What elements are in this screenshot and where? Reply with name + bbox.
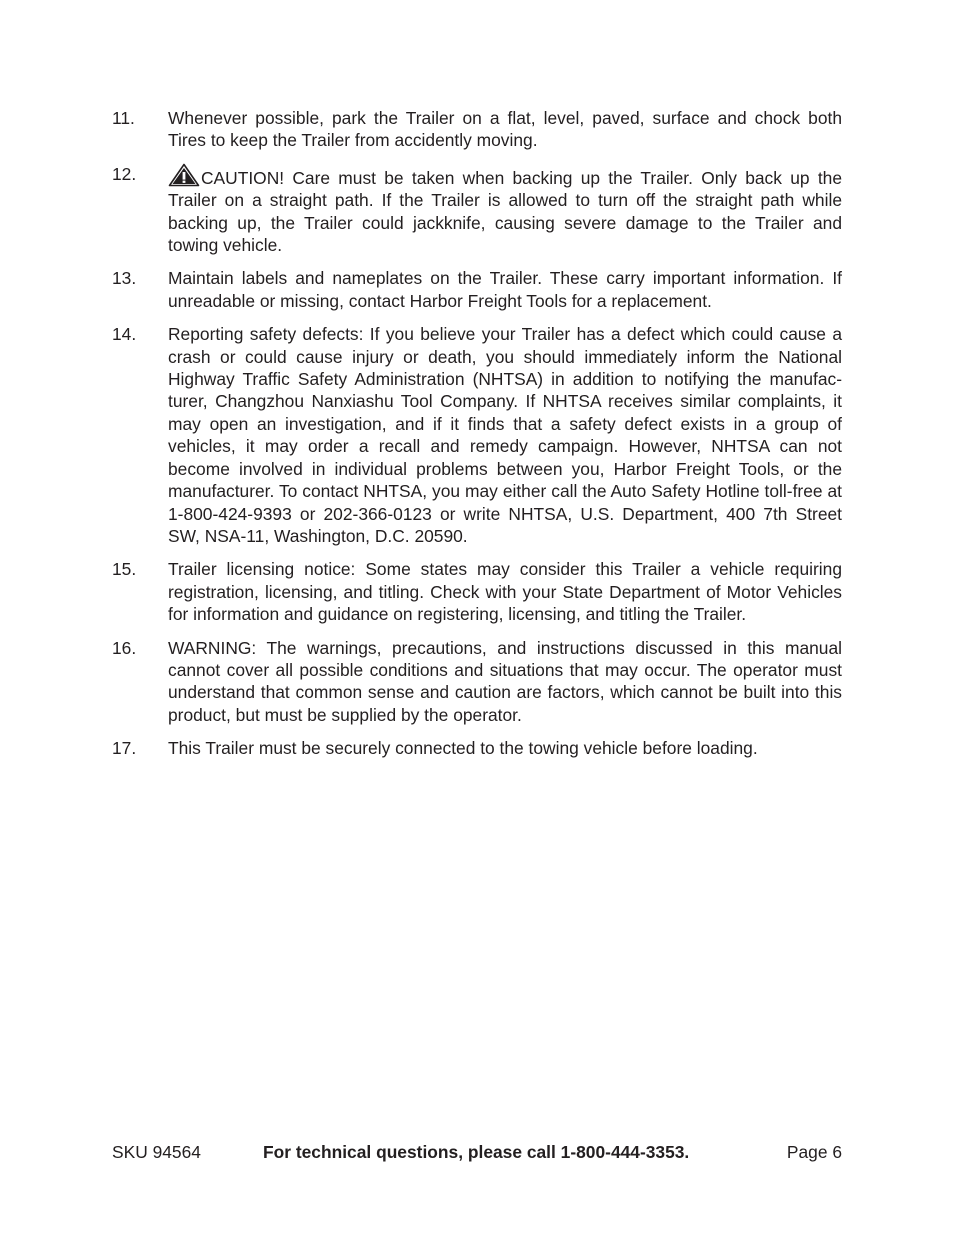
item-number: 16. [112, 637, 137, 658]
caution-triangle-icon [168, 163, 200, 187]
list-item [112, 107, 842, 152]
sku-label: SKU 94564 [112, 1142, 201, 1162]
item-text: CAUTION! Care must be taken when backing up the Trailer. Only back up the Trailer on a straight path. If the Trailer is allowed to turn off the straight path while backing up, the Trailer could jackknife, causing severe damage to the Trailer and towing vehicle. [168, 167, 842, 256]
item-number: 14. [112, 324, 137, 345]
item-text-wrapper [168, 163, 842, 257]
list-item [112, 267, 842, 312]
item-text: WARNING: The warnings, precautions, and instructions discussed in this manual cannot cover all possible conditions and situations that may occur. The operator must understand that common sense and caution are factors, which cannot be built into this product, but must be supplied by the operator. [168, 637, 842, 725]
item-number: 12. [112, 163, 137, 184]
list-item [112, 323, 842, 547]
list-item [112, 737, 842, 759]
item-number: 17. [112, 738, 137, 759]
safety-instructions-list [112, 107, 842, 771]
list-item [112, 163, 842, 257]
list-item [112, 637, 842, 727]
item-text: Whenever possible, park the Trailer on a flat, level, paved, surface and chock both Tires to keep the Trailer from accidently moving. [168, 108, 842, 151]
page-number: Page 6 [786, 1142, 842, 1162]
item-text: Reporting safety defects: If you believe your Trailer has a defect which could cause a crash or could cause injury or death, you should immediately inform the National Highway Traffic Safety Administration (NHTSA) in addition to notifying the manufacturer, Changzhou Nanxiashu Tool Company. If NHTSA receives similar complaints, it may open an investigation, and if it finds that a safety defect exists in a group of vehicles, it may order a recall and remedy campaign. However, NHTSA can not become involved in individual problems between you, Harbor Freight Tools, or the manufacturer. To contact NHTSA, you may either call the Auto Safety Hotline toll-free at 1-800-424-9393 or 202-366-0123 or write NHTSA, U.S. Department, 400 7th Street SW, NSA-11, Washington, D.C. 20590. [168, 324, 842, 546]
list-item [112, 558, 842, 625]
tech-support-line: For technical questions, please call 1-800-444-3353. [263, 1142, 690, 1162]
item-text: Maintain labels and nameplates on the Trailer. These carry important information. If unreadable or missing, contact Harbor Freight Tools for a replacement. [168, 268, 842, 311]
item-number: 13. [112, 268, 137, 289]
item-number: 11. [112, 108, 135, 128]
item-number: 15. [112, 559, 137, 580]
item-text: This Trailer must be securely connected to the towing vehicle before loading. [168, 738, 758, 759]
item-text: Trailer licensing notice: Some states may consider this Trailer a vehicle requiring registration, licensing, and titling. Check with your State Department of Motor Vehicles for information and guidance on registering, licensing, and titling the Trailer. [168, 559, 842, 625]
